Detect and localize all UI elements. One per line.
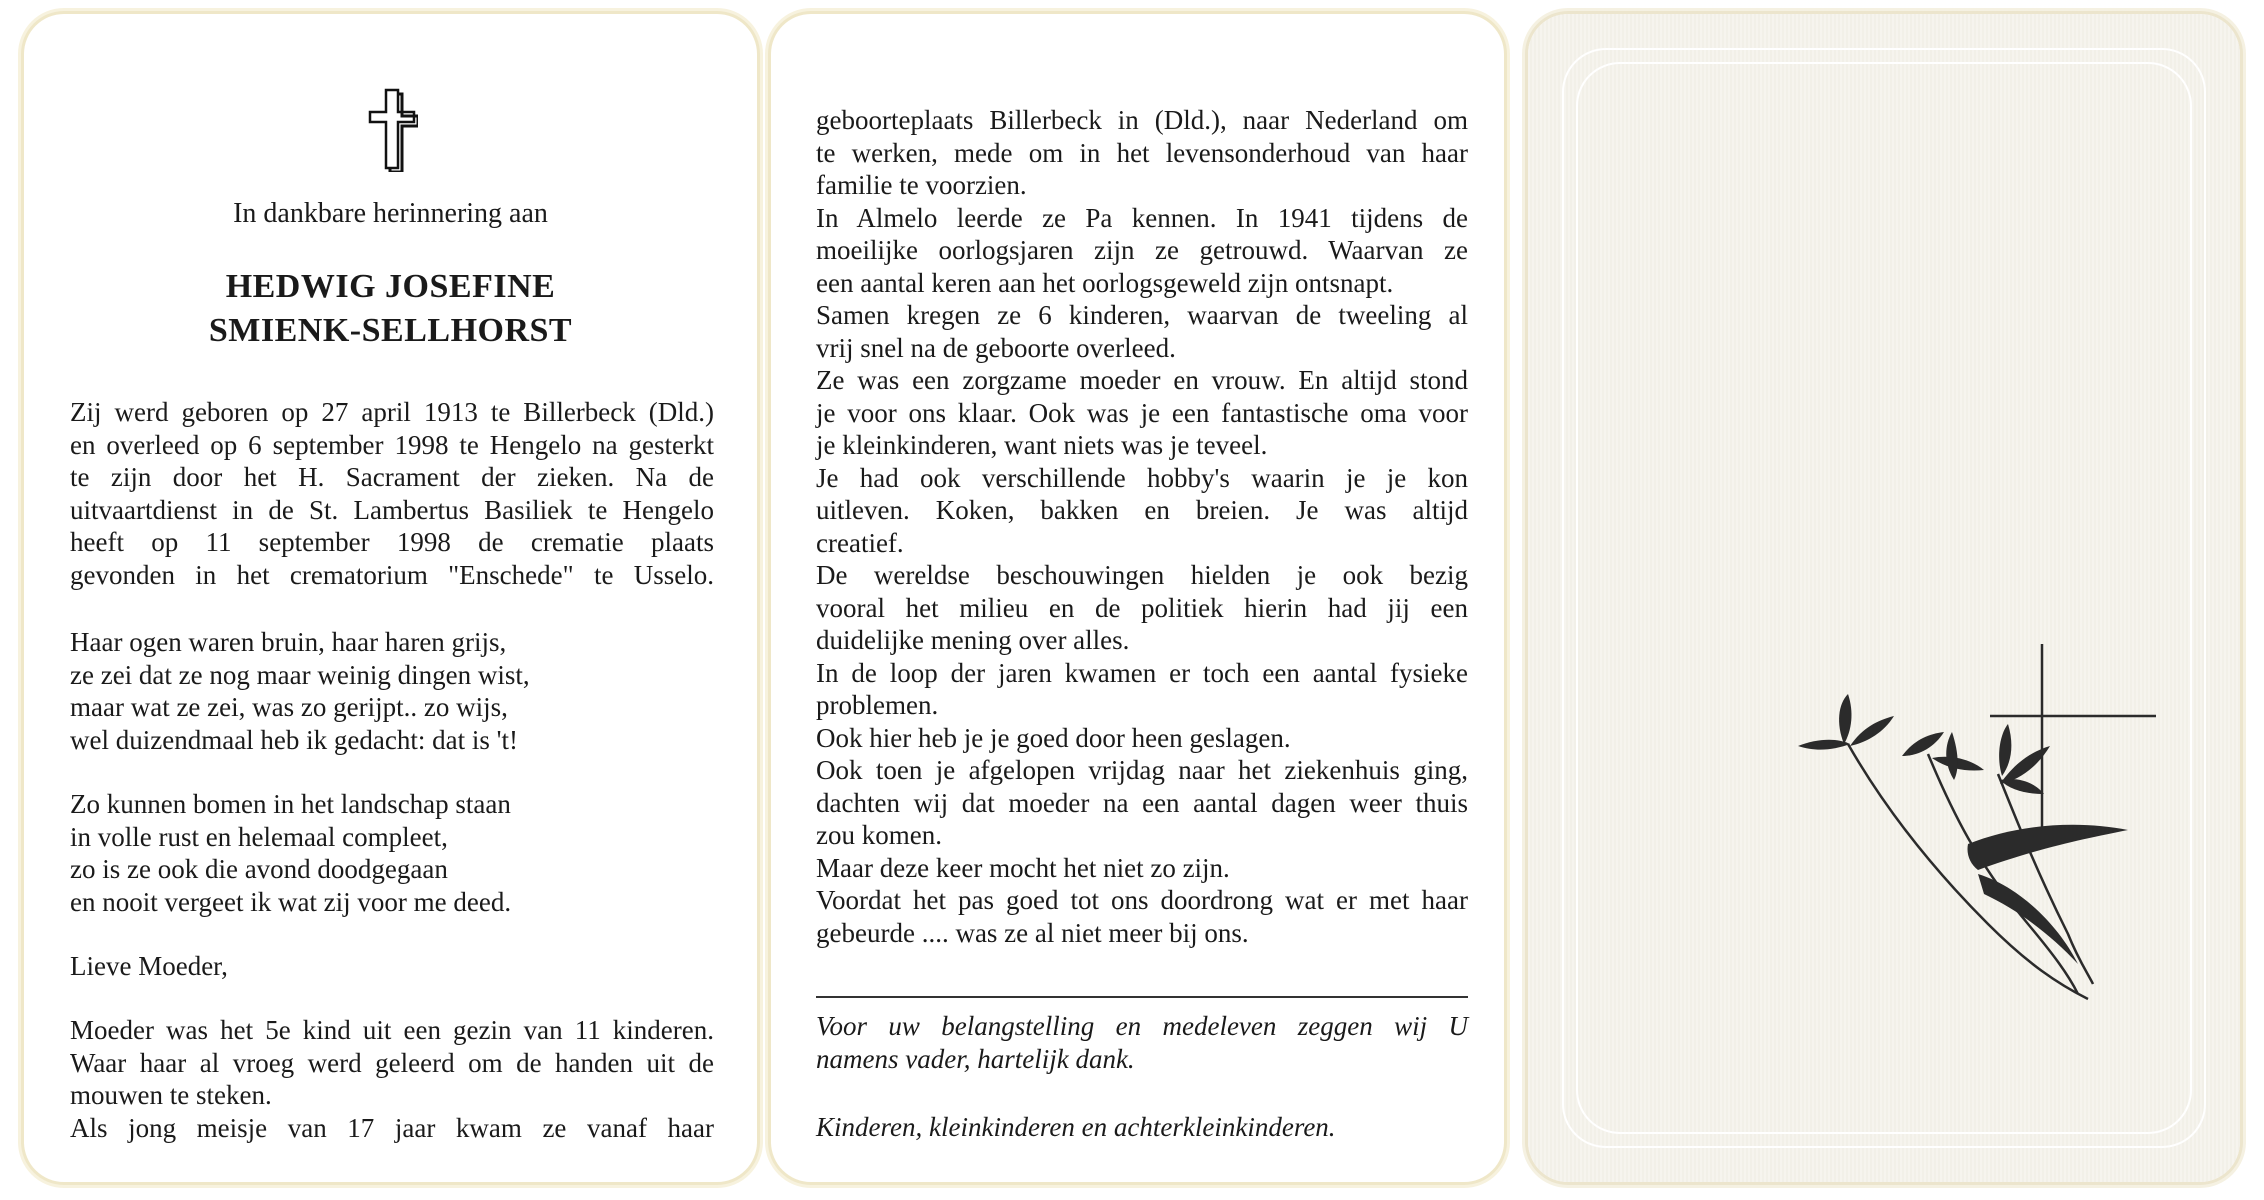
poem-line: Zo kunnen bomen in het landschap staan [70,789,511,819]
poem-line: en nooit vergeet ik wat zij voor me deed. [70,886,512,917]
poem-stanza-2 [70,788,511,918]
poem-line: zo is ze ook die avond doodgegaan [70,854,448,884]
story-line: Moeder was het 5e kind uit een gezin van 11 kinderen. [70,1015,714,1045]
bio-line: uitvaartdienst in de St. Lambertus Basiliek te Hengelo [70,494,714,525]
story-line: dachten wij dat moeder na een aantal dagen weer thuis [816,787,1468,818]
story-line: je voor ons klaar. Ook was je een fantastische oma voor [816,397,1468,428]
poem-line: Haar ogen waren bruin, haar haren grijs, [70,627,507,657]
story-line: In Almelo leerde ze Pa kennen. In 1941 tijdens de [816,202,1468,233]
bio-line: Zij werd geboren op 27 april 1913 te Billerbeck (Dld.) [70,397,714,427]
story-line: zou komen. [816,820,942,850]
story-line: een aantal keren aan het oorlogsgeweld zijn ontsnapt. [816,267,1394,298]
story-line: familie te voorzien. [816,170,1027,200]
deceased-name-line2: SMIENK-SELLHORST [208,312,573,349]
story-line: problemen. [816,690,939,720]
divider [816,996,1468,998]
thanks-line: Voor uw belangstelling en medeleven zeggen wij U [816,1011,1468,1041]
story-line: De wereldse beschouwingen hielden je ook bezig [816,560,1468,590]
thanks-note [816,1010,1468,1075]
story-continuation [816,104,1468,949]
thanks-line: namens vader, hartelijk dank. [816,1043,1135,1074]
poem-stanza-1 [70,626,530,756]
story-line: vrij snel na de geboorte overleed. [816,332,1176,363]
story-line: Maar deze keer mocht het niet zo zijn. [816,852,1230,883]
story-line: duidelijke mening over alles. [816,625,1130,655]
biography-paragraph [70,396,714,591]
bio-line: en overleed op 6 september 1998 te Hengelo na gesterkt [70,429,714,460]
memorial-card-left-page [24,14,757,1182]
story-line: Voordat het pas goed tot ons doordrong wat er met haar [816,885,1468,915]
cross-with-plant-icon [1738,624,2158,1024]
cross-icon [366,86,418,172]
intro-text: In dankbare herinnering aan [233,198,548,229]
story-line: Ook toen je afgelopen vrijdag naar het ziekenhuis ging, [816,755,1468,785]
story-line: gebeurde .... was ze al niet meer bij ons. [816,917,1249,948]
story-line: te werken, mede om in het levensonderhoud van haar [816,137,1468,168]
story-line: Waar haar al vroeg werd geleerd om de handen uit de [70,1047,714,1078]
memorial-card-cover [1528,14,2240,1182]
story-line: Ook hier heb je je goed door heen geslagen. [816,722,1291,753]
story-line: mouwen te steken. [70,1080,272,1110]
poem-line: wel duizendmaal heb ik gedacht: dat is 't! [70,724,518,755]
poem-line: in volle rust en helemaal compleet, [70,821,448,852]
story-line: moeilijke oorlogsjaren zijn ze getrouwd. Waarvan ze [816,235,1468,265]
story-paragraph-start [70,1014,714,1144]
story-line: Je had ook verschillende hobby's waarin je je kon [816,462,1468,493]
family-signature: Kinderen, kleinkinderen en achterkleinkinderen. [816,1112,1336,1142]
deceased-name-line1: HEDWIG JOSEFINE [225,268,556,305]
story-line: Samen kregen ze 6 kinderen, waarvan de tweeling al [816,300,1468,330]
bio-line: te zijn door het H. Sacrament der zieken. Na de [70,462,714,492]
story-line: vooral het milieu en de politiek hierin had jij een [816,592,1468,623]
story-line: Als jong meisje van 17 jaar kwam ze vanaf haar [70,1112,714,1143]
poem-line: maar wat ze zei, was zo gerijpt.. zo wijs, [70,692,508,722]
story-line: geboorteplaats Billerbeck in (Dld.), naar Nederland om [816,105,1468,135]
story-line: In de loop der jaren kwamen er toch een aantal fysieke [816,657,1468,688]
story-line: je kleinkinderen, want niets was je teveel. [816,430,1268,460]
memorial-card-middle-page [771,14,1504,1182]
salutation: Lieve Moeder, [70,951,228,981]
story-line: uitleven. Koken, bakken en breien. Je was altijd [816,495,1468,525]
story-line: creatief. [816,527,904,558]
bio-line: gevonden in het crematorium "Enschede" te Usselo. [70,559,714,590]
bio-line: heeft op 11 september 1998 de crematie plaats [70,527,714,557]
story-line: Ze was een zorgzame moeder en vrouw. En altijd stond [816,365,1468,395]
poem-line: ze zei dat ze nog maar weinig dingen wist, [70,659,530,690]
